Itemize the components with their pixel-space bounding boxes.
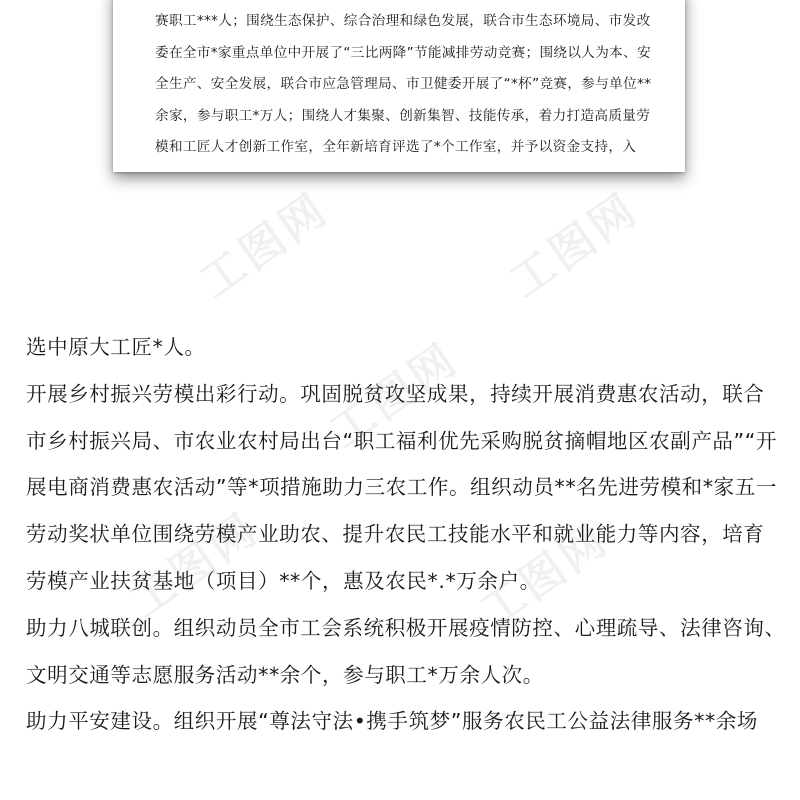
watermark: 工图网 [320,333,469,458]
body-text-line: 助力八城联创。组织动员全市工会系统积极开展疫情防控、心理疏导、法律咨询、 [26,615,786,640]
body-text-line: 选中原大工匠*人。 [26,335,206,359]
watermark: 工图网 [120,503,269,628]
body-text-line: 开展乡村振兴劳模出彩行动。巩固脱贫攻坚成果，持续开展消费惠农活动，联合 [26,381,765,406]
card-text-line: 模和工匠人才创新工作室，全年新培育评选了*个工作室，并予以资金支持，入 [155,139,637,155]
body-text-line: 文明交通等志愿服务活动**余个，参与职工*万余人次。 [26,662,544,687]
body-text-line: 劳动奖状单位围绕劳模产业助农、提升农民工技能水平和就业能力等内容，培育 [26,522,765,547]
body-text-line: 助力平安建设。组织开展“尊法守法•携手筑梦”服务农民工公益法律服务**余场 [26,709,759,734]
watermark: 工图网 [470,513,619,638]
page-preview-card [113,0,685,172]
card-text-line: 全生产、安全发展，联合市应急管理局、市卫健委开展了“*杯”竞赛，参与单位** [155,76,652,92]
card-text-line: 赛职工***人；围绕生态保护、综合治理和绿色发展，联合市生态环境局、市发改 [155,13,651,29]
body-text-line: 市乡村振兴局、市农业农村局出台“职工福利优先采购脱贫摘帽地区农副产品”“开 [26,428,778,453]
card-text-line: 余家，参与职工*万人；围绕人才集聚、创新集智、技能传承，着力打造高质量劳 [155,107,651,124]
body-text-line: 劳模产业扶贫基地（项目）**个，惠及农民*.*万余户。 [26,568,541,593]
document-body [26,324,786,745]
watermark: 工图网 [500,183,649,308]
watermark: 工图网 [190,183,339,308]
body-text-line: 展电商消费惠农活动”等*项措施助力三农工作。组织动员**名先进劳模和*家五一 [26,475,777,500]
card-text-line: 委在全市*家重点单位中开展了“三比两降”节能减排劳动竞赛；围绕以人为本、安 [155,44,652,61]
